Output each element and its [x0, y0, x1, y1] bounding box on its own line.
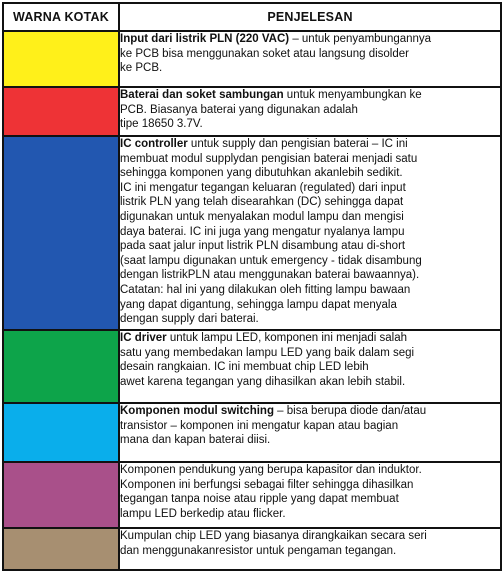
component-name: IC driver — [120, 332, 167, 344]
description-line: Kumpulan chip LED yang biasanya dirangkaikan secara seri — [120, 530, 427, 542]
table-row — [3, 330, 501, 403]
component-name: Komponen modul switching — [120, 405, 274, 417]
description-line: daya baterai. IC ini juga yang mengatur nyalanya lampu — [120, 225, 405, 238]
description-line — [120, 137, 500, 152]
description-line: lampu LED berkedip atau flicker. — [120, 507, 286, 520]
description-line — [120, 88, 500, 103]
description-line: yang dapat digantung, sehingga lampu dapat menyala — [120, 298, 397, 311]
color-swatch — [3, 528, 119, 570]
table-row — [3, 528, 501, 570]
description-line: dan menggunakanresistor untuk pengaman tegangan. — [120, 544, 397, 557]
description-line: tipe 18650 3.7V. — [120, 118, 203, 131]
component-name: Baterai dan soket sambungan — [120, 89, 284, 101]
description-line: (saat lampu digunakan untuk emergency - tidak disambung — [120, 254, 422, 267]
table-row — [3, 87, 501, 136]
description-line: IC ini mengatur tegangan keluaran (regulated) dari input — [120, 181, 406, 194]
description-line: Catatan: hal ini yang dilakukan oleh fitting lampu bawaan — [120, 283, 411, 296]
header-color-column: WARNA KOTAK — [3, 3, 119, 31]
description-cell — [119, 403, 501, 462]
description-line: digunakan untuk menyalakan modul lampu dan mengisi — [120, 210, 404, 223]
color-legend-table — [2, 2, 502, 571]
description-line: listrik PLN yang telah disearahkan (DC) sehingga dapat — [120, 196, 404, 209]
table-row — [3, 31, 501, 87]
table-row — [3, 136, 501, 330]
description-text: untuk lampu LED, komponen ini menjadi salah — [166, 332, 408, 344]
description-line: Komponen pendukung yang berupa kapasitor dan induktor. — [120, 464, 422, 476]
description-line: dengan listrikPLN atau menggunakan baterai bawaannya). — [120, 269, 420, 282]
description-line: desain rangkaian. IC ini membuat chip LED lebih — [120, 361, 369, 374]
description-text: untuk menyambungkan ke — [283, 89, 422, 101]
description-line: ke PCB bisa menggunakan soket atau langsung disolder — [120, 47, 409, 60]
color-swatch — [3, 403, 119, 462]
description-text: – untuk penyambungannya — [289, 33, 432, 45]
description-line: ke PCB. — [120, 62, 163, 75]
description-line — [120, 404, 500, 419]
description-line: Komponen ini berfungsi sebagai filter sehingga dihasilkan — [120, 478, 414, 491]
description-line: tegangan tanpa noise atau ripple yang dapat membuat — [120, 493, 399, 506]
description-line: transistor – komponen ini mengatur kapan atau bagian — [120, 419, 399, 432]
description-line — [120, 32, 500, 47]
description-line — [120, 331, 500, 346]
description-cell — [119, 330, 501, 403]
color-swatch — [3, 31, 119, 87]
table-row — [3, 403, 501, 462]
description-cell — [119, 136, 501, 330]
description-line: mana dan kapan baterai diisi. — [120, 434, 271, 447]
description-cell — [119, 31, 501, 87]
description-line: sehingga komponen yang dibutuhkan akanlebih sedikit. — [120, 167, 403, 180]
description-line: awet karena tegangan yang dihasilkan akan lebih stabil. — [120, 375, 406, 388]
description-line: pada saat jalur input listrik PLN disambung atau di-short — [120, 240, 406, 253]
color-swatch — [3, 87, 119, 136]
description-text: – bisa berupa diode dan/atau — [273, 405, 427, 417]
color-swatch — [3, 462, 119, 528]
description-line: PCB. Biasanya baterai yang digunakan adalah — [120, 103, 358, 116]
color-swatch — [3, 330, 119, 403]
description-line: membuat modul supplydan pengisian baterai menjadi satu — [120, 152, 418, 165]
header-description-column: PENJELESAN — [119, 3, 501, 31]
description-line: dengan supply dari baterai. — [120, 313, 259, 326]
description-line: satu yang membedakan lampu LED yang baik dalam segi — [120, 346, 415, 359]
description-cell — [119, 462, 501, 528]
header-row — [3, 3, 501, 31]
description-text: untuk supply dan pengisian baterai – IC ini — [187, 138, 408, 150]
component-name: Input dari listrik PLN (220 VAC) — [120, 33, 290, 45]
color-swatch — [3, 136, 119, 330]
description-cell — [119, 528, 501, 570]
description-cell — [119, 87, 501, 136]
component-name: IC controller — [120, 138, 188, 150]
table-row — [3, 462, 501, 528]
